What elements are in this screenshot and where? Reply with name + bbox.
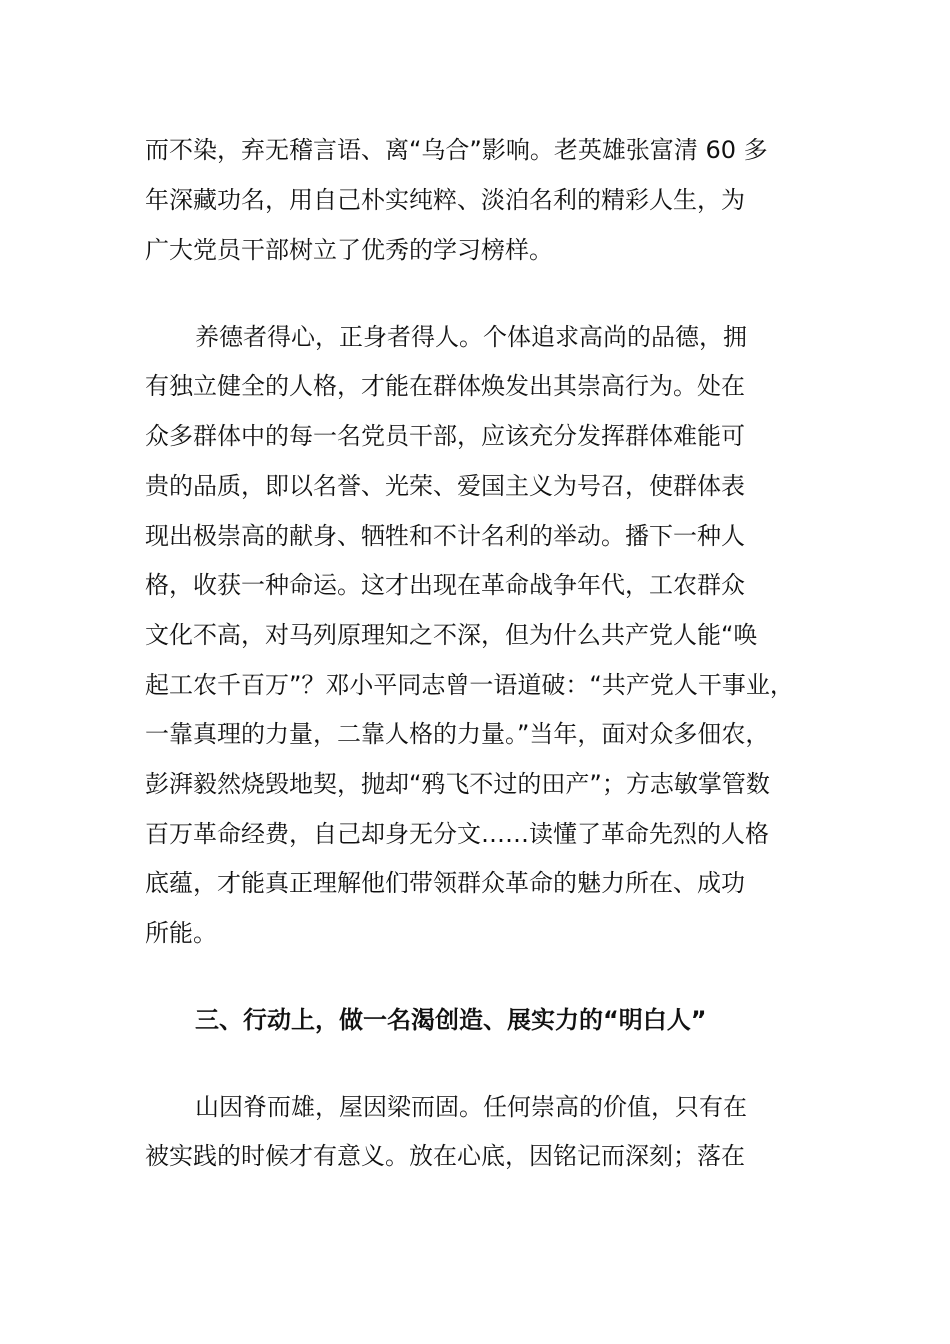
paragraph-line: 众多群体中的每一名党员干部，应该充分发挥群体难能可 [145,422,745,450]
paragraph-line: 所能。 [145,919,217,947]
paragraph-line: 广大党员干部树立了优秀的学习榜样。 [145,236,553,264]
paragraph-line: 彭湃毅然烧毁地契，抛却“鸦飞不过的田产”；方志敏掌管数 [145,770,770,798]
paragraph-line: 被实践的时候才有意义。放在心底，因铭记而深刻；落在 [145,1142,745,1170]
paragraph-line: 百万革命经费，自己却身无分文……读懂了革命先烈的人格 [145,820,769,848]
paragraph-line: 现出极崇高的献身、牺牲和不计名利的举动。播下一种人 [145,522,745,550]
paragraph-line: 贵的品质，即以名誉、光荣、爱国主义为号召，使群体表 [145,472,745,500]
paragraph-line: 格，收获一种命运。这才出现在革命战争年代，工农群众 [145,571,745,599]
paragraph-line: 而不染，弃无稽言语、离“乌合”影响。老英雄张富清 60 多 [145,136,768,164]
paragraph-line: 起工农千百万”？邓小平同志曾一语道破：“共产党人干事业， [145,671,794,699]
paragraph-line: 底蕴，才能真正理解他们带领群众革命的魅力所在、成功 [145,869,745,897]
paragraph-line: 养德者得心，正身者得人。个体追求高尚的品德，拥 [195,323,747,351]
paragraph-line: 有独立健全的人格，才能在群体焕发出其崇高行为。处在 [145,372,745,400]
paragraph-line: 山因脊而雄，屋因梁而固。任何崇高的价值，只有在 [195,1093,747,1121]
section-heading: 三、行动上，做一名渴创造、展实力的“明白人” [195,1006,707,1034]
paragraph-line: 文化不高，对马列原理知之不深，但为什么共产党人能“唤 [145,621,758,649]
paragraph-line: 一靠真理的力量，二靠人格的力量。”当年，面对众多佃农， [145,720,770,748]
paragraph-line: 年深藏功名，用自己朴实纯粹、淡泊名利的精彩人生，为 [145,186,745,214]
